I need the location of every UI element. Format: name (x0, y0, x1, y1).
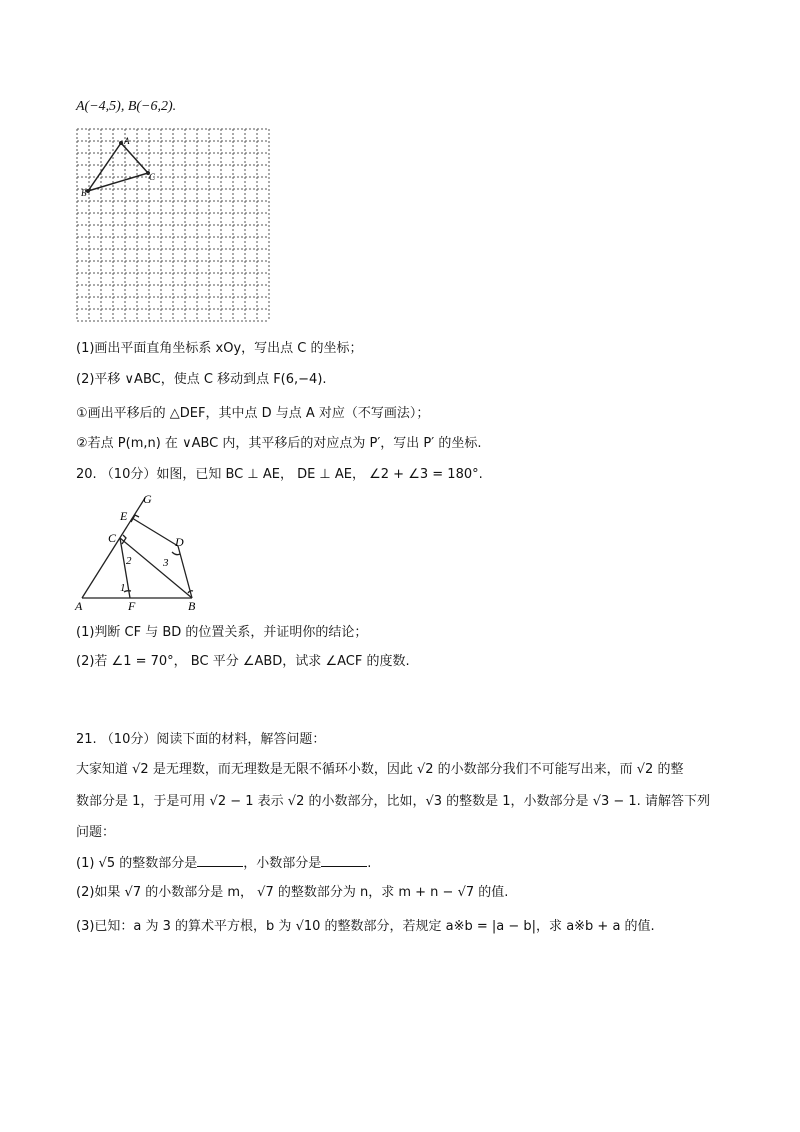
q21-part1-a: (1) √5 的整数部分是 (76, 856, 198, 871)
q20-header: 20. （10分）如图，已知 BC ⊥ AE， DE ⊥ AE， ∠2 + ∠3 = 180°. (76, 467, 483, 482)
label-e: E (120, 509, 128, 523)
label-d: D (175, 535, 184, 549)
label-c: C (149, 172, 156, 182)
q21-header: 21. （10分）阅读下面的材料，解答问题： (76, 732, 326, 747)
label-angle-1: 1 (120, 582, 126, 594)
q21-part1-c: . (367, 856, 372, 871)
label-b: B (188, 599, 196, 613)
label-b: B (81, 188, 87, 198)
label-angle-3: 3 (163, 557, 169, 569)
q19-grid-figure (76, 128, 270, 324)
label-f: F (128, 599, 136, 613)
q21-part3: (3)已知：a 为 3 的算术平方根，b 为 √10 的整数部分，若规定 a※b = |a − b|，求 a※b + a 的值. (76, 919, 655, 934)
label-g: G (143, 492, 152, 506)
q21-para-line2: 数部分是 1，于是可用 √2 − 1 表示 √2 的小数部分，比如，√3 的整数是 1，小数部分是 √3 − 1. 请解答下列 (76, 794, 710, 809)
q19-coords-line: A(−4,5), B(−6,2). (76, 99, 177, 114)
q19-part2-sub1: ①画出平移后的 △DEF，其中点 D 与点 A 对应（不写画法）； (76, 406, 430, 421)
label-a: A (124, 136, 130, 146)
q20-part2: (2)若 ∠1 = 70°， BC 平分 ∠ABD，试求 ∠ACF 的度数. (76, 654, 410, 669)
q21-part1 (76, 854, 371, 873)
q20-geometry-figure (70, 490, 210, 615)
triangle-abc (88, 143, 148, 191)
answer-blank-decimal[interactable] (321, 854, 367, 867)
q21-part2: (2)如果 √7 的小数部分是 m， √7 的整数部分为 n，求 m + n − √7 的值. (76, 885, 509, 900)
q19-part1: (1)画出平面直角坐标系 xOy，写出点 C 的坐标； (76, 341, 363, 356)
label-angle-2: 2 (126, 555, 132, 567)
q21-part1-b: ，小数部分是 (243, 856, 322, 871)
q21-para-line3: 问题： (76, 825, 116, 840)
answer-blank-integer[interactable] (197, 854, 243, 867)
q19-part2-sub2: ②若点 P(m,n) 在 ∨ABC 内，其平移后的对应点为 P′，写出 P′ 的坐标. (76, 436, 482, 451)
q20-part1: (1)判断 CF 与 BD 的位置关系，并证明你的结论； (76, 625, 368, 640)
label-c: C (108, 531, 117, 545)
q19-part2: (2)平移 ∨ABC，使点 C 移动到点 F(6,−4). (76, 372, 327, 387)
q21-para-line1: 大家知道 √2 是无理数，而无理数是无限不循环小数，因此 √2 的小数部分我们不可能写出来，而 √2 的整 (76, 762, 684, 777)
label-a: A (75, 599, 83, 613)
